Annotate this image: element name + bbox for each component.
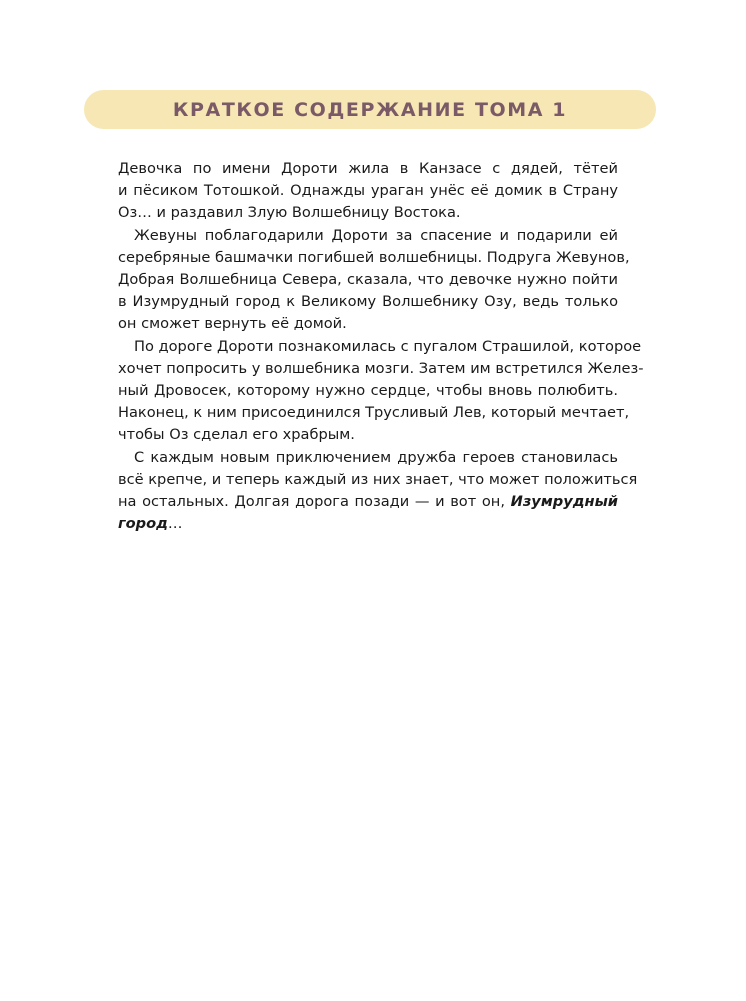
header-banner: [84, 90, 656, 129]
text-line: серебряные башмачки погибшей волшебницы. Подруга Жевунов,: [118, 248, 630, 266]
summary-paragraph: [118, 158, 618, 225]
text-line: Оз… и раздавил Злую Волшебницу Востока.: [118, 204, 461, 222]
text-line: в Изумрудный город к Великому Волшебнику Озу, ведь только: [118, 293, 618, 311]
text-line: хочет попросить у волшебника мозги. Затем им встретился Желез-: [118, 359, 644, 377]
summary-paragraph: [118, 447, 638, 536]
text-line: чтобы Оз сделал его храбрым.: [118, 426, 355, 444]
text-line: Жевуны поблагодарили Дороти за спасение и подарили ей: [134, 226, 618, 244]
emphasized-text: город: [118, 515, 168, 533]
text-line: [118, 491, 618, 513]
text-line: и пёсиком Тотошкой. Однажды ураган унёс её домик в Страну: [118, 182, 618, 200]
text-line: он сможет вернуть её домой.: [118, 315, 347, 333]
text-line: [118, 513, 618, 535]
summary-paragraph: [118, 225, 630, 336]
text-line: Наконец, к ним присоединился Трусливый Лев, который мечтает,: [118, 404, 630, 422]
text-line: С каждым новым приключением дружба героев становилась: [134, 448, 618, 466]
text-line: ный Дровосек, которому нужно сердце, чтобы вновь полюбить.: [118, 382, 618, 400]
text-line-body: на остальных. Долгая дорога позади — и вот он,: [118, 493, 505, 511]
page-title: КРАТКОЕ СОДЕРЖАНИЕ ТОМА 1: [172, 98, 568, 121]
text-line: всё крепче, и теперь каждый из них знает, что может положиться: [118, 470, 638, 488]
summary-text: [118, 158, 644, 535]
text-line: Девочка по имени Дороти жила в Канзасе с дядей, тётей: [118, 160, 618, 177]
text-line: Добрая Волшебница Севера, сказала, что девочке нужно пойти: [118, 271, 618, 289]
ellipsis: …: [167, 515, 183, 533]
summary-paragraph: [118, 336, 644, 447]
emphasized-text: Изумрудный: [510, 493, 618, 511]
text-line: По дороге Дороти познакомилась с пугалом Страшилой, которое: [134, 337, 642, 355]
